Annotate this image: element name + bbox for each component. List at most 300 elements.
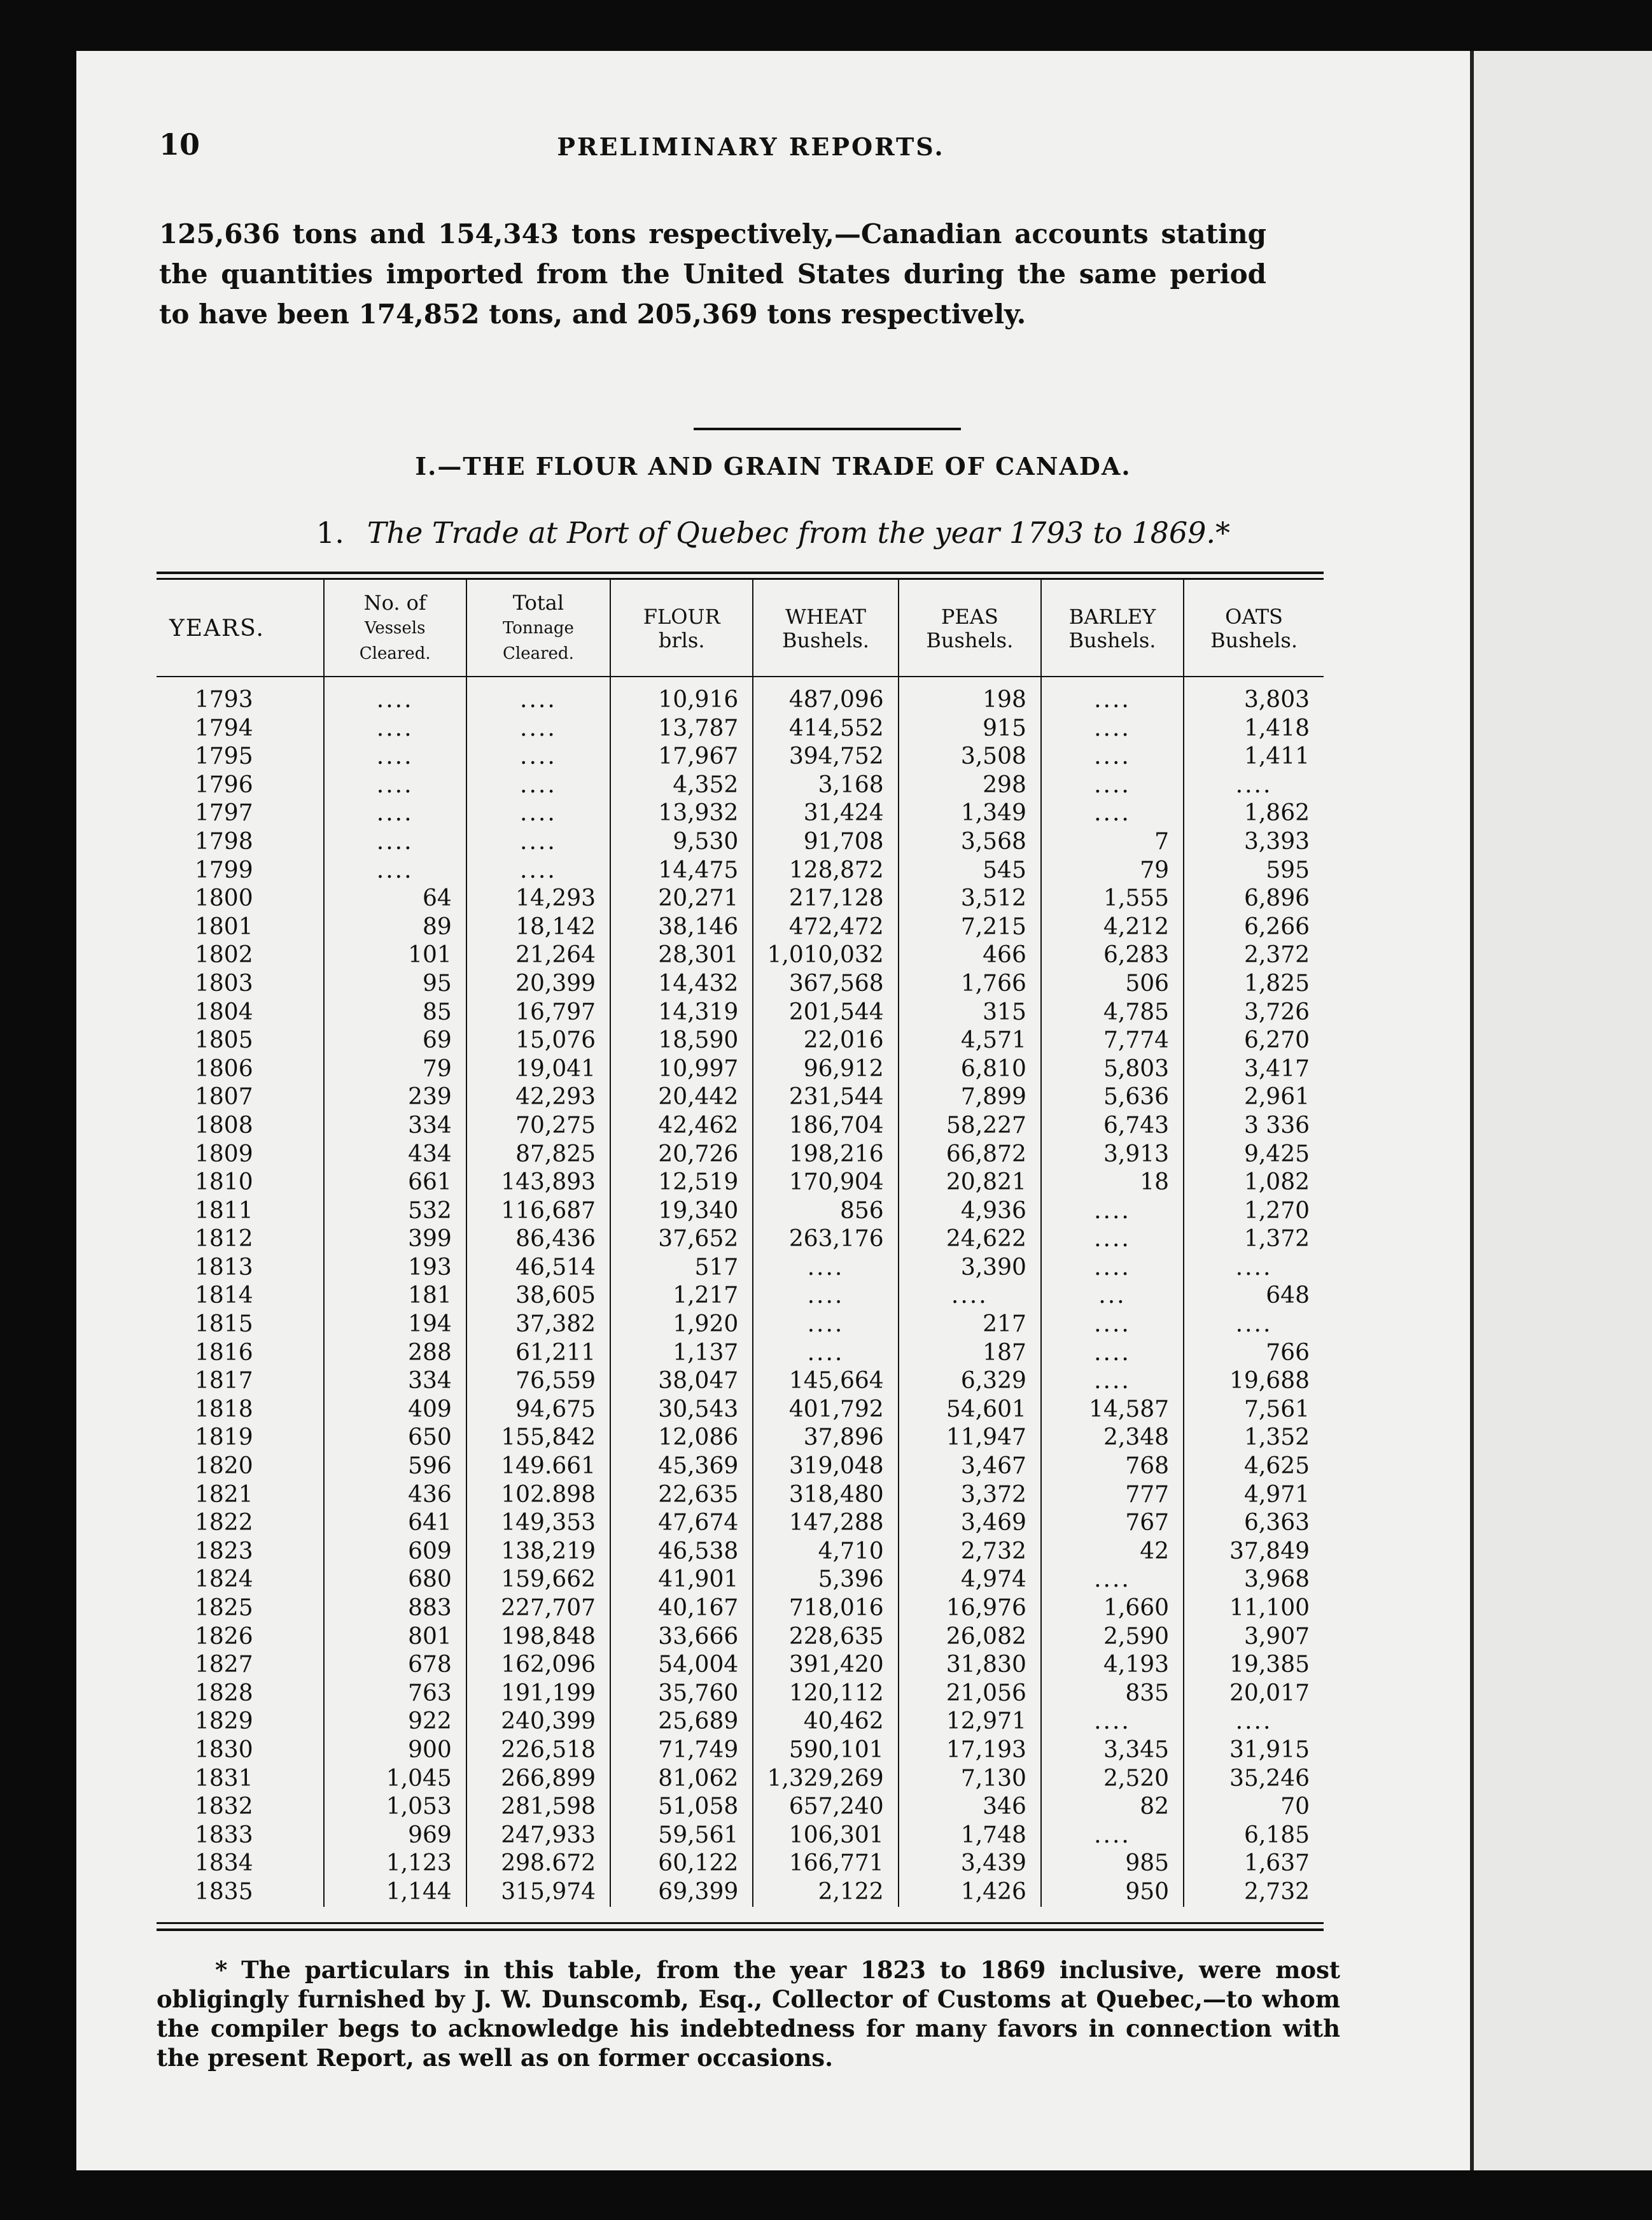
cell-vessels: 680 [324, 1566, 466, 1594]
table-row [157, 941, 1324, 970]
cell-year: 1814 [195, 1282, 253, 1309]
cell-wheat: 186,704 [753, 1112, 898, 1141]
cell-barley: 768 [1041, 1452, 1184, 1481]
cell-peas: 2,732 [899, 1538, 1041, 1566]
cell-wheat: .... [753, 1282, 898, 1310]
cell-wheat: 391,420 [753, 1651, 898, 1680]
col-header-years: YEARS. [157, 580, 324, 677]
table-header-row [157, 580, 1324, 677]
cell-flour: 14,432 [610, 970, 753, 999]
cell-vessels: 89 [324, 913, 466, 942]
cell-vessels: 409 [324, 1396, 466, 1424]
cell-year: 1805 [195, 1027, 253, 1054]
cell-vessels: 288 [324, 1339, 466, 1368]
cell-oats: 9,425 [1184, 1141, 1324, 1169]
cell-vessels: 69 [324, 1027, 466, 1055]
cell-peas: 17,193 [899, 1736, 1041, 1765]
table-row [157, 1083, 1324, 1112]
cell-year: 1799 [195, 857, 253, 883]
cell-peas: 7,215 [899, 913, 1041, 942]
cell-vessels: 334 [324, 1367, 466, 1396]
cell-barley: 5,636 [1041, 1083, 1184, 1112]
cell-peas: 66,872 [899, 1141, 1041, 1169]
cell-vessels: 434 [324, 1141, 466, 1169]
cell-flour: 42,462 [610, 1112, 753, 1141]
cell-wheat: 106,301 [753, 1822, 898, 1850]
cell-barley: .... [1041, 799, 1184, 828]
cell-flour: 37,652 [610, 1225, 753, 1254]
cell-tonnage: 16,797 [466, 999, 610, 1027]
cell-year: 1826 [195, 1623, 253, 1650]
cell-barley: .... [1041, 677, 1184, 715]
cell-flour: 30,543 [610, 1396, 753, 1424]
cell-oats: 6,363 [1184, 1509, 1324, 1538]
table-row [157, 1055, 1324, 1084]
cell-flour: 28,301 [610, 941, 753, 970]
cell-barley: 2,520 [1041, 1765, 1184, 1794]
cell-vessels: 1,123 [324, 1850, 466, 1878]
table-row [157, 1765, 1324, 1794]
cell-wheat: .... [753, 1254, 898, 1282]
table-bottom-rule [157, 1922, 1324, 1931]
cell-oats: 70 [1184, 1793, 1324, 1822]
cell-tonnage: 149,353 [466, 1509, 610, 1538]
table-row [157, 1651, 1324, 1680]
table-row [157, 970, 1324, 999]
running-title: PRELIMINARY REPORTS. [557, 132, 945, 161]
cell-flour: 9,530 [610, 828, 753, 857]
cell-wheat: 201,544 [753, 999, 898, 1027]
col-header-wheat: WHEAT Bushels. [753, 580, 898, 677]
cell-year: 1813 [195, 1254, 253, 1281]
cell-year: 1812 [195, 1226, 253, 1253]
cell-year: 1793 [195, 687, 253, 713]
cell-oats: 19,688 [1184, 1367, 1324, 1396]
cell-vessels: .... [324, 828, 466, 857]
cell-oats: 1,418 [1184, 715, 1324, 743]
cell-barley: .... [1041, 771, 1184, 800]
cell-vessels: 1,053 [324, 1793, 466, 1822]
cell-barley: 506 [1041, 970, 1184, 999]
cell-year: 1820 [195, 1453, 253, 1480]
cell-flour: 54,004 [610, 1651, 753, 1680]
cell-barley: .... [1041, 1566, 1184, 1594]
table-top-rule [157, 572, 1324, 580]
cell-barley: ... [1041, 1282, 1184, 1310]
cell-wheat: 147,288 [753, 1509, 898, 1538]
cell-oats: 37,849 [1184, 1538, 1324, 1566]
cell-peas: 3,467 [899, 1452, 1041, 1481]
table-row [157, 913, 1324, 942]
cell-flour: 14,319 [610, 999, 753, 1027]
cell-vessels: 1,045 [324, 1765, 466, 1794]
cell-barley: 985 [1041, 1850, 1184, 1878]
cell-tonnage: 94,675 [466, 1396, 610, 1424]
cell-oats: 1,637 [1184, 1850, 1324, 1878]
cell-tonnage: 227,707 [466, 1594, 610, 1623]
cell-peas: 545 [899, 857, 1041, 885]
cell-wheat: 1,329,269 [753, 1765, 898, 1794]
cell-barley: .... [1041, 743, 1184, 771]
table-row [157, 1878, 1324, 1907]
table-row [157, 1367, 1324, 1396]
cell-year: 1834 [195, 1850, 253, 1877]
cell-oats: 6,185 [1184, 1822, 1324, 1850]
cell-year: 1833 [195, 1822, 253, 1848]
table-row [157, 1850, 1324, 1878]
cell-tonnage: 191,199 [466, 1680, 610, 1708]
cell-flour: 45,369 [610, 1452, 753, 1481]
cell-tonnage: 14,293 [466, 885, 610, 913]
cell-tonnage: 37,382 [466, 1310, 610, 1339]
cell-year: 1806 [195, 1055, 253, 1082]
cell-vessels: 801 [324, 1623, 466, 1652]
table-row [157, 1112, 1324, 1141]
table-row [157, 1594, 1324, 1623]
cell-peas: 1,748 [899, 1822, 1041, 1850]
cell-peas: 3,372 [899, 1481, 1041, 1510]
cell-wheat: 91,708 [753, 828, 898, 857]
cell-tonnage: 138,219 [466, 1538, 610, 1566]
cell-barley: .... [1041, 1367, 1184, 1396]
cell-tonnage: 240,399 [466, 1708, 610, 1736]
cell-peas: 7,130 [899, 1765, 1041, 1794]
cell-tonnage: 19,041 [466, 1055, 610, 1084]
cell-vessels: 101 [324, 941, 466, 970]
cell-barley: 6,743 [1041, 1112, 1184, 1141]
cell-peas: 346 [899, 1793, 1041, 1822]
cell-vessels: 95 [324, 970, 466, 999]
cell-barley: .... [1041, 1339, 1184, 1368]
cell-peas: 4,571 [899, 1027, 1041, 1055]
cell-tonnage: 116,687 [466, 1197, 610, 1226]
cell-vessels: 661 [324, 1169, 466, 1197]
cell-vessels: 922 [324, 1708, 466, 1736]
section-divider [694, 428, 961, 430]
cell-oats: 3,726 [1184, 999, 1324, 1027]
cell-peas: 26,082 [899, 1623, 1041, 1652]
cell-oats: 766 [1184, 1339, 1324, 1368]
cell-tonnage: 42,293 [466, 1083, 610, 1112]
cell-tonnage: 18,142 [466, 913, 610, 942]
cell-year: 1832 [195, 1794, 253, 1820]
cell-vessels: 969 [324, 1822, 466, 1850]
cell-flour: 17,967 [610, 743, 753, 771]
cell-wheat: 228,635 [753, 1623, 898, 1652]
cell-peas: 3,439 [899, 1850, 1041, 1878]
cell-flour: 1,920 [610, 1310, 753, 1339]
cell-peas: 54,601 [899, 1396, 1041, 1424]
cell-oats: .... [1184, 1310, 1324, 1339]
cell-tonnage: 86,436 [466, 1225, 610, 1254]
cell-peas: 21,056 [899, 1680, 1041, 1708]
cell-tonnage: 266,899 [466, 1765, 610, 1794]
cell-vessels: 334 [324, 1112, 466, 1141]
cell-barley: 82 [1041, 1793, 1184, 1822]
cell-year: 1817 [195, 1368, 253, 1395]
cell-flour: 20,442 [610, 1083, 753, 1112]
cell-barley: 2,590 [1041, 1623, 1184, 1652]
table-row [157, 828, 1324, 857]
cell-wheat: 319,048 [753, 1452, 898, 1481]
cell-barley: 14,587 [1041, 1396, 1184, 1424]
cell-year: 1819 [195, 1424, 253, 1451]
cell-peas: 198 [899, 677, 1041, 715]
cell-year: 1798 [195, 828, 253, 855]
cell-year: 1835 [195, 1878, 253, 1905]
table-row [157, 1736, 1324, 1765]
cell-peas: 6,810 [899, 1055, 1041, 1084]
cell-vessels: 678 [324, 1651, 466, 1680]
cell-wheat: 1,010,032 [753, 941, 898, 970]
cell-vessels: 532 [324, 1197, 466, 1226]
cell-tonnage: 159,662 [466, 1566, 610, 1594]
cell-year: 1830 [195, 1736, 253, 1763]
cell-vessels: 436 [324, 1481, 466, 1510]
table-row [157, 799, 1324, 828]
cell-barley: 3,345 [1041, 1736, 1184, 1765]
cell-peas: 58,227 [899, 1112, 1041, 1141]
cell-oats: 2,732 [1184, 1878, 1324, 1907]
cell-barley: 4,193 [1041, 1651, 1184, 1680]
intro-paragraph: 125,636 tons and 154,343 tons respectively,—Canadian accounts stating the quantities imported from the United States during the same period to have been 174,852 tons, and 205,369 tons respectively. [159, 218, 1266, 330]
cell-flour: 41,901 [610, 1566, 753, 1594]
cell-peas: 3,390 [899, 1254, 1041, 1282]
cell-tonnage: .... [466, 857, 610, 885]
cell-flour: 1,217 [610, 1282, 753, 1310]
cell-barley: 4,785 [1041, 999, 1184, 1027]
cell-barley: .... [1041, 715, 1184, 743]
cell-wheat: 657,240 [753, 1793, 898, 1822]
cell-vessels: 239 [324, 1083, 466, 1112]
cell-peas: 315 [899, 999, 1041, 1027]
cell-peas: 3,508 [899, 743, 1041, 771]
cell-peas: 915 [899, 715, 1041, 743]
table-row [157, 1027, 1324, 1055]
cell-flour: 69,399 [610, 1878, 753, 1907]
cell-barley: 7,774 [1041, 1027, 1184, 1055]
cell-vessels: .... [324, 743, 466, 771]
cell-wheat: 472,472 [753, 913, 898, 942]
cell-peas: 3,512 [899, 885, 1041, 913]
cell-year: 1824 [195, 1566, 253, 1593]
cell-oats: .... [1184, 771, 1324, 800]
cell-year: 1796 [195, 771, 253, 798]
cell-wheat: 231,544 [753, 1083, 898, 1112]
table-row [157, 771, 1324, 800]
cell-tonnage: .... [466, 771, 610, 800]
cell-flour: 13,932 [610, 799, 753, 828]
cell-year: 1818 [195, 1396, 253, 1423]
table-row [157, 1310, 1324, 1339]
cell-year: 1802 [195, 942, 253, 969]
cell-flour: 51,058 [610, 1793, 753, 1822]
cell-vessels: 596 [324, 1452, 466, 1481]
cell-peas: 11,947 [899, 1424, 1041, 1452]
cell-flour: 33,666 [610, 1623, 753, 1652]
cell-oats: 3,803 [1184, 677, 1324, 715]
cell-tonnage: 315,974 [466, 1878, 610, 1907]
cell-flour: 60,122 [610, 1850, 753, 1878]
cell-barley: 767 [1041, 1509, 1184, 1538]
cell-oats: .... [1184, 1254, 1324, 1282]
cell-tonnage: 162,096 [466, 1651, 610, 1680]
cell-oats: 19,385 [1184, 1651, 1324, 1680]
cell-barley: 4,212 [1041, 913, 1184, 942]
cell-flour: 46,538 [610, 1538, 753, 1566]
cell-tonnage: 143,893 [466, 1169, 610, 1197]
cell-wheat: 487,096 [753, 677, 898, 715]
cell-barley: 5,803 [1041, 1055, 1184, 1084]
table-caption-text: The Trade at Port of Quebec from the year 1793 to 1869.* [367, 516, 1231, 550]
cell-barley: 18 [1041, 1169, 1184, 1197]
cell-vessels: 79 [324, 1055, 466, 1084]
cell-wheat: 96,912 [753, 1055, 898, 1084]
cell-flour: 14,475 [610, 857, 753, 885]
cell-wheat: 367,568 [753, 970, 898, 999]
col-header-vessels: No. of Vessels Cleared. [324, 580, 466, 677]
table-row [157, 743, 1324, 771]
cell-year: 1828 [195, 1680, 253, 1706]
cell-peas: 3,469 [899, 1509, 1041, 1538]
cell-barley: 3,913 [1041, 1141, 1184, 1169]
cell-tonnage: 21,264 [466, 941, 610, 970]
cell-oats: 3,968 [1184, 1566, 1324, 1594]
table-row [157, 999, 1324, 1027]
cell-oats: 1,352 [1184, 1424, 1324, 1452]
cell-year: 1827 [195, 1652, 253, 1678]
cell-flour: 25,689 [610, 1708, 753, 1736]
cell-flour: 81,062 [610, 1765, 753, 1794]
cell-tonnage: .... [466, 715, 610, 743]
cell-barley: 1,555 [1041, 885, 1184, 913]
cell-vessels: 193 [324, 1254, 466, 1282]
cell-vessels: 399 [324, 1225, 466, 1254]
cell-oats: 2,961 [1184, 1083, 1324, 1112]
cell-year: 1815 [195, 1311, 253, 1338]
page-header [159, 127, 1343, 178]
cell-oats: 35,246 [1184, 1765, 1324, 1794]
cell-barley: .... [1041, 1197, 1184, 1226]
cell-peas: 7,899 [899, 1083, 1041, 1112]
table-row [157, 1793, 1324, 1822]
cell-oats: .... [1184, 1708, 1324, 1736]
cell-peas: 4,974 [899, 1566, 1041, 1594]
cell-oats: 4,625 [1184, 1452, 1324, 1481]
cell-year: 1809 [195, 1141, 253, 1167]
cell-flour: 10,997 [610, 1055, 753, 1084]
cell-vessels: 900 [324, 1736, 466, 1765]
table-row [157, 1566, 1324, 1594]
cell-year: 1804 [195, 999, 253, 1025]
table-number: 1. [316, 516, 344, 550]
cell-vessels: 650 [324, 1424, 466, 1452]
cell-barley: 2,348 [1041, 1424, 1184, 1452]
col-header-oats: OATS Bushels. [1184, 580, 1324, 677]
cell-oats: 4,971 [1184, 1481, 1324, 1510]
cell-vessels: .... [324, 677, 466, 715]
cell-peas: 3,568 [899, 828, 1041, 857]
table-caption [76, 516, 1470, 550]
cell-tonnage: .... [466, 743, 610, 771]
cell-barley: 1,660 [1041, 1594, 1184, 1623]
cell-wheat: 37,896 [753, 1424, 898, 1452]
cell-year: 1794 [195, 715, 253, 741]
cell-year: 1803 [195, 970, 253, 997]
cell-year: 1816 [195, 1339, 253, 1366]
cell-vessels: .... [324, 857, 466, 885]
cell-peas: 1,426 [899, 1878, 1041, 1907]
cell-wheat: 217,128 [753, 885, 898, 913]
cell-flour: 19,340 [610, 1197, 753, 1226]
cell-wheat: 318,480 [753, 1481, 898, 1510]
cell-barley: .... [1041, 1254, 1184, 1282]
facing-page-edge [1470, 51, 1652, 2170]
cell-flour: 22,635 [610, 1481, 753, 1510]
cell-barley: 950 [1041, 1878, 1184, 1907]
table-row [157, 1509, 1324, 1538]
cell-wheat: 590,101 [753, 1736, 898, 1765]
cell-flour: 10,916 [610, 677, 753, 715]
cell-wheat: 4,710 [753, 1538, 898, 1566]
cell-oats: 3 336 [1184, 1112, 1324, 1141]
cell-flour: 20,271 [610, 885, 753, 913]
cell-tonnage: 20,399 [466, 970, 610, 999]
cell-wheat: 22,016 [753, 1027, 898, 1055]
cell-peas: 6,329 [899, 1367, 1041, 1396]
cell-wheat: 3,168 [753, 771, 898, 800]
cell-tonnage: 226,518 [466, 1736, 610, 1765]
col-header-barley: BARLEY Bushels. [1041, 580, 1184, 677]
cell-oats: 11,100 [1184, 1594, 1324, 1623]
cell-oats: 3,907 [1184, 1623, 1324, 1652]
cell-barley: 79 [1041, 857, 1184, 885]
cell-peas: 187 [899, 1339, 1041, 1368]
cell-vessels: .... [324, 799, 466, 828]
cell-tonnage: 87,825 [466, 1141, 610, 1169]
table-row [157, 677, 1324, 715]
table-row [157, 1680, 1324, 1708]
cell-barley: .... [1041, 1822, 1184, 1850]
cell-oats: 1,270 [1184, 1197, 1324, 1226]
cell-tonnage: 61,211 [466, 1339, 610, 1368]
col-header-flour: FLOUR brls. [610, 580, 753, 677]
cell-wheat: 718,016 [753, 1594, 898, 1623]
cell-peas: 12,971 [899, 1708, 1041, 1736]
cell-wheat: 31,424 [753, 799, 898, 828]
col-header-tonnage: Total Tonnage Cleared. [466, 580, 610, 677]
table-row [157, 1822, 1324, 1850]
table-row [157, 885, 1324, 913]
cell-peas: 466 [899, 941, 1041, 970]
cell-year: 1795 [195, 743, 253, 770]
table-row [157, 1396, 1324, 1424]
table-row [157, 1141, 1324, 1169]
cell-peas: 217 [899, 1310, 1041, 1339]
cell-wheat: 40,462 [753, 1708, 898, 1736]
cell-year: 1825 [195, 1595, 253, 1621]
cell-oats: 1,372 [1184, 1225, 1324, 1254]
cell-tonnage: 155,842 [466, 1424, 610, 1452]
cell-year: 1822 [195, 1510, 253, 1536]
cell-barley: 777 [1041, 1481, 1184, 1510]
table-row [157, 715, 1324, 743]
cell-flour: 47,674 [610, 1509, 753, 1538]
cell-year: 1801 [195, 913, 253, 940]
cell-oats: 1,411 [1184, 743, 1324, 771]
cell-wheat: 198,216 [753, 1141, 898, 1169]
cell-year: 1811 [195, 1197, 253, 1224]
